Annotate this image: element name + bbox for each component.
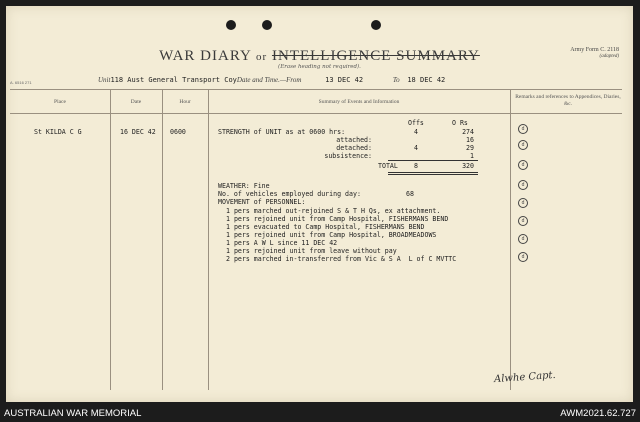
col-remarks: Remarks and references to Appendices, Diaries, &c. xyxy=(515,94,621,108)
remark-mark: d xyxy=(518,140,528,150)
col-place: Place xyxy=(54,99,66,105)
movement-line: 1 pers marched out-rejoined S & T H Qs, ex attachment. xyxy=(226,207,441,215)
punch-hole xyxy=(262,20,272,30)
row-label: detached: xyxy=(336,144,372,152)
movement-line: 1 pers rejoined unit from Camp Hospital, FISHERMANS BEND xyxy=(226,215,449,223)
date-from: 13 DEC 42 xyxy=(325,76,364,84)
punch-hole xyxy=(371,20,381,30)
signature: Alwhe Capt. xyxy=(493,369,557,386)
entry-place: St KILDA C G xyxy=(34,128,82,136)
vehicles-value: 68 xyxy=(406,190,414,198)
col-summary: Summary of Events and Information xyxy=(318,99,400,105)
army-form-label: Army Form C. 2118 (adapted) xyxy=(570,47,619,60)
offs-value: 4 xyxy=(414,144,418,152)
unit-value: 118 Aust General Transport Coy xyxy=(110,76,237,84)
entry-date: 16 DEC 42 xyxy=(120,128,156,136)
unit-date-line: Unit118 Aust General Transport CoyDate and Time.—From 13 DEC 42 To 18 DEC 42 xyxy=(98,76,446,84)
ors-value: 1 xyxy=(470,152,474,160)
movement-line: 1 pers rejoined unit from leave without pay xyxy=(226,247,397,255)
remark-mark: d xyxy=(518,216,528,226)
ors-value: 29 xyxy=(466,144,474,152)
diary-table xyxy=(10,89,622,390)
total-offs: 8 xyxy=(414,162,418,170)
footer-left: AUSTRALIAN WAR MEMORIAL xyxy=(4,408,142,419)
col-ors: O Rs xyxy=(452,119,468,127)
movement-title: MOVEMENT of PERSONNEL: xyxy=(218,198,306,206)
movement-line: 2 pers marched in-transferred from Vic & S A L of C MVTTC xyxy=(226,255,457,263)
footer-right: AWM2021.62.727 xyxy=(560,408,636,419)
date-to: 18 DEC 42 xyxy=(407,76,446,84)
ors-value: 274 xyxy=(462,128,474,136)
total-ors: 320 xyxy=(462,162,474,170)
offs-value: 4 xyxy=(414,128,418,136)
diary-page xyxy=(6,6,633,402)
ors-value: 16 xyxy=(466,136,474,144)
movement-line: 1 pers A W L since 11 DEC 42 xyxy=(226,239,338,247)
row-label: attached: xyxy=(336,136,372,144)
row-label: subsistence: xyxy=(324,152,372,160)
remark-mark: d xyxy=(518,124,528,134)
remark-mark: d xyxy=(518,160,528,170)
remark-mark: d xyxy=(518,252,528,262)
remark-mark: d xyxy=(518,234,528,244)
remark-mark: d xyxy=(518,198,528,208)
form-number: A. 6516 271 xyxy=(10,80,32,85)
remark-mark: d xyxy=(518,180,528,190)
col-offs: Offs xyxy=(408,119,424,127)
total-label: TOTAL xyxy=(378,162,398,170)
punch-hole xyxy=(226,20,236,30)
movement-line: 1 pers evacuated to Camp Hospital, FISHERMANS BEND xyxy=(226,223,425,231)
col-hour: Hour xyxy=(179,99,191,105)
weather: WEATHER: Fine xyxy=(218,182,270,190)
page-title: WAR DIARY or INTELLIGENCE SUMMARY xyxy=(159,48,480,64)
struck-heading: INTELLIGENCE SUMMARY xyxy=(271,48,480,64)
strength-title: STRENGTH of UNIT as at 0600 hrs: xyxy=(218,128,346,136)
vehicles-label: No. of vehicles employed during day: xyxy=(218,190,361,198)
subtitle: (Erase heading not required). xyxy=(278,64,361,70)
movement-line: 1 pers rejoined unit from Camp Hospital, BROADMEADOWS xyxy=(226,231,437,239)
col-date: Date xyxy=(130,99,142,105)
entry-hour: 0600 xyxy=(170,128,186,136)
